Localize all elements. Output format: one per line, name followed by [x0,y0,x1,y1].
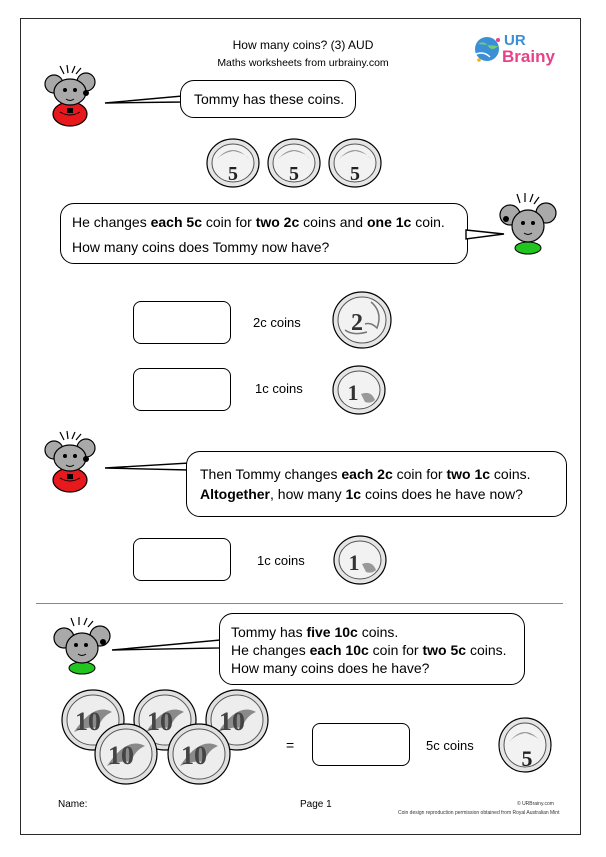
answer-box-1c[interactable] [133,368,231,411]
label-1c-coins-total: 1c coins [257,553,305,568]
label-2c-coins: 2c coins [253,315,301,330]
answer-box-1c-total[interactable] [133,538,231,581]
question-1-line-1: He changes each 5c coin for two 2c coins and one 1c coin. [72,214,445,230]
page-subtitle: Maths worksheets from urbrainy.com [217,57,389,69]
urbrainy-logo [470,30,565,70]
copyright-notice: © URBrainy.com [517,801,554,807]
coin-value: 10 [75,707,101,736]
coin-value: 1 [347,380,359,405]
coin-value: 10 [147,707,173,736]
five-cent-coin [497,716,553,774]
equals-sign: = [286,737,295,753]
question-3-line-3: How many coins does he have? [231,660,430,676]
label-5c-coins: 5c coins [426,738,474,753]
ten-cent-coin [166,722,232,786]
coin-value: 2 [351,310,363,336]
speech-bubble-tail [105,463,191,473]
coin-value: 1 [348,550,360,575]
mouse-green-collar-icon [52,618,114,676]
five-cent-coin [205,137,261,189]
question-2-line-1: Then Tommy changes each 2c coin for two 1c coins. [200,466,531,482]
mouse-red-shirt-icon [42,432,106,510]
page-title: How many coins? (3) AUD [232,38,374,52]
question-3-line-1: Tommy has five 10c coins. [231,624,399,640]
logo-text-top: UR [504,32,526,49]
section-divider [36,603,563,604]
two-cent-coin [331,290,393,350]
coin-value: 10 [108,741,134,770]
speech-bubble-question-2 [186,451,567,517]
question-3-line-2: He changes each 10c coin for two 5c coins. [231,642,507,658]
page-number: Page 1 [300,799,332,810]
coin-value: 5 [521,746,533,771]
speech-bubble-intro [180,80,356,118]
five-cent-coin [266,137,322,189]
five-cent-coin [327,137,383,189]
speech-bubble-tail [112,640,222,652]
name-label: Name: [58,799,88,810]
one-cent-coin [331,364,387,416]
speech-bubble-question-3 [219,613,525,685]
coin-value: 10 [219,707,245,736]
intro-text: Tommy has these coins. [194,91,345,107]
logo-text-bottom: Brainy [502,47,555,66]
one-cent-coin [332,534,388,586]
label-1c-coins: 1c coins [255,381,303,396]
speech-bubble-tail [105,96,185,106]
speech-bubble-question-1 [60,203,468,264]
answer-box-5c[interactable] [312,723,410,766]
coin-value: 5 [350,163,360,185]
ten-cent-coin [93,722,159,786]
question-2-line-2: Altogether, how many 1c coins does he have now? [200,486,523,502]
coin-value: 10 [181,741,207,770]
question-1-line-2: How many coins does Tommy now have? [72,239,330,255]
answer-box-2c[interactable] [133,301,231,344]
coin-value: 5 [289,163,299,185]
coin-value: 5 [228,163,238,185]
coin-permission-notice: Coin design reproduction permission obtained from Royal Australian Mint [398,810,560,816]
mouse-green-collar-icon [498,193,560,259]
mouse-red-shirt-icon [42,66,106,144]
